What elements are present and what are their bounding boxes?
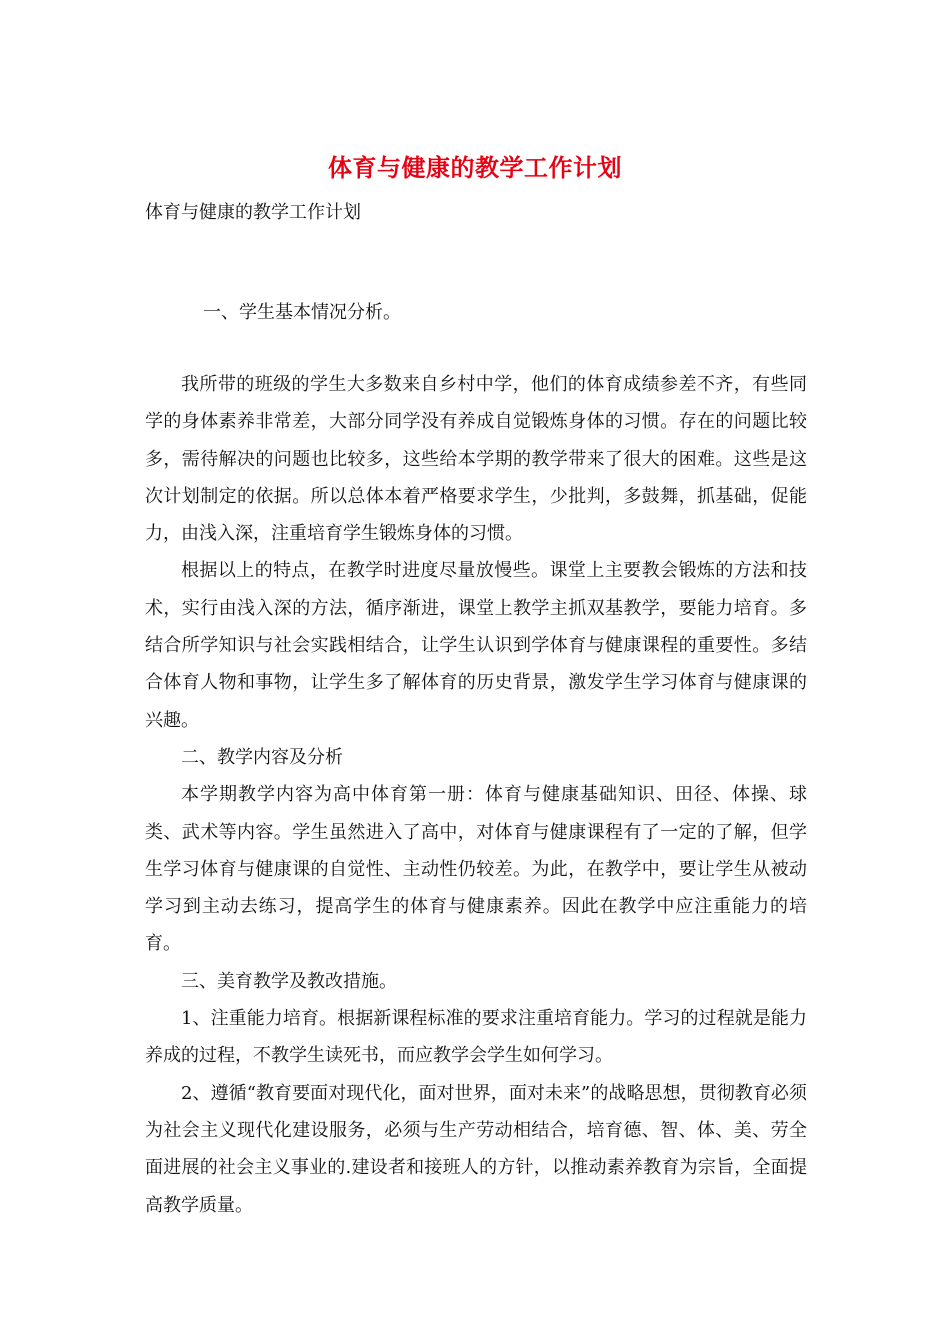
section-heading-2: 二、教学内容及分析 — [181, 746, 343, 768]
section-heading-1: 一、学生基本情况分析。 — [203, 302, 401, 323]
paragraph-measure-2: 2、遵循“教育要面对现代化，面对世界，面对未来”的战略思想，贯彻教育必须为社会主义现代化建设服务，必须与生产劳动相结合，培育德、智、体、美、劳全面进展的社会主义事业的.建设者和接班人的方针，以推动素养教育为宗旨，全面提高教学质量。 — [145, 1082, 807, 1216]
document-subtitle: 体育与健康的教学工作计划 — [145, 202, 361, 223]
document-body — [145, 366, 807, 1224]
paragraph-teaching-approach: 根据以上的特点，在教学时进度尽量放慢些。课堂上主要教会锻炼的方法和技术，实行由浅入深的方法，循序渐进，课堂上教学主抓双基教学，要能力培育。多结合所学知识与社会实践相结合，让学生认识到学体育与健康课程的重要性。多结合体育人物和事物，让学生多了解体育的历史背景，激发学生学习体育与健康课的兴趣。 — [145, 560, 807, 731]
document-title: 体育与健康的教学工作计划 — [328, 153, 622, 182]
paragraph-content-analysis: 本学期教学内容为高中体育第一册：体育与健康基础知识、田径、体操、球类、武术等内容。学生虽然进入了高中，对体育与健康课程有了一定的了解，但学生学习体育与健康课的自觉性、主动性仍较差。为此，在教学中，要让学生从被动学习到主动去练习，提高学生的体育与健康素养。因此在教学中应注重能力的培育。 — [145, 784, 807, 955]
section-heading-3: 三、美育教学及教改措施。 — [181, 970, 397, 992]
paragraph-student-analysis: 我所带的班级的学生大多数来自乡村中学，他们的体育成绩参差不齐，有些同学的身体素养非常差，大部分同学没有养成自觉锻炼身体的习惯。存在的问题比较多，需待解决的问题也比较多，这些给本学期的教学带来了很大的困难。这些是这次计划制定的依据。所以总体本着严格要求学生，少批判，多鼓舞，抓基础，促能力，由浅入深，注重培育学生锻炼身体的习惯。 — [145, 374, 807, 545]
paragraph-measure-1: 1、注重能力培育。根据新课程标准的要求注重培育能力。学习的过程就是能力养成的过程，不教学生读死书，而应教学会学生如何学习。 — [145, 1008, 807, 1067]
